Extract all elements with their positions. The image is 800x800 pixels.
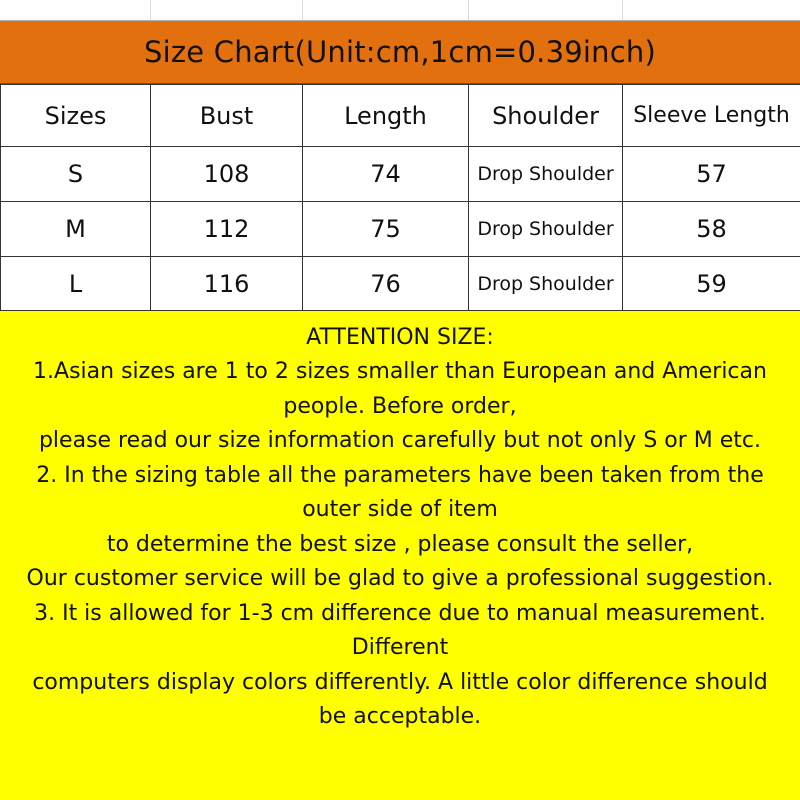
notice-line: Different [351,635,449,660]
header-bust: Bust [151,85,303,147]
table-row [1,202,800,257]
notice-line: computers display colors differently. A little color difference should [32,669,768,695]
length-cell: 76 [303,257,469,312]
header-length: Length [303,85,469,147]
attention-notice [0,310,800,800]
header-sleeve-length: Sleeve Length [623,85,800,147]
notice-line: Our customer service will be glad to give a professional suggestion. [26,566,774,591]
shoulder-cell: Drop Shoulder [469,257,623,312]
notice-line: 1.Asian sizes are 1 to 2 sizes smaller than European and American [33,359,767,384]
header-shoulder: Shoulder [469,85,623,147]
length-cell: 74 [303,147,469,202]
table-header-row [1,85,800,147]
header-sizes: Sizes [1,85,151,147]
sleeve-length-cell: 58 [623,202,800,257]
notice-line: be acceptable. [318,704,482,729]
shoulder-cell: Drop Shoulder [469,202,623,257]
table-row [1,147,800,202]
sleeve-length-cell: 59 [623,257,800,312]
size-chart-title: Size Chart(Unit:cm,1cm=0.39inch) [144,35,656,69]
bust-cell: 116 [151,257,303,312]
size-chart-title-bar [0,20,800,84]
notice-line: please read our size information carefully but not only S or M etc. [38,428,762,453]
bust-cell: 108 [151,147,303,202]
size-table [0,84,800,312]
notice-line: to determine the best size , please consult the seller, [106,531,694,557]
notice-line: people. Before order, [283,393,517,419]
size-cell: S [1,147,151,202]
notice-line: 2. In the sizing table all the parameters have been taken from the [36,462,764,488]
size-cell: M [1,202,151,257]
sleeve-length-cell: 57 [623,147,800,202]
table-row [1,257,800,312]
size-cell: L [1,257,151,312]
notice-line: outer side of item [302,497,498,522]
shoulder-cell: Drop Shoulder [469,147,623,202]
top-gridlines [0,0,800,20]
bust-cell: 112 [151,202,303,257]
notice-heading: ATTENTION SIZE: [306,325,494,350]
notice-line: 3. It is allowed for 1-3 cm difference due to manual measurement. [34,600,766,626]
length-cell: 75 [303,202,469,257]
